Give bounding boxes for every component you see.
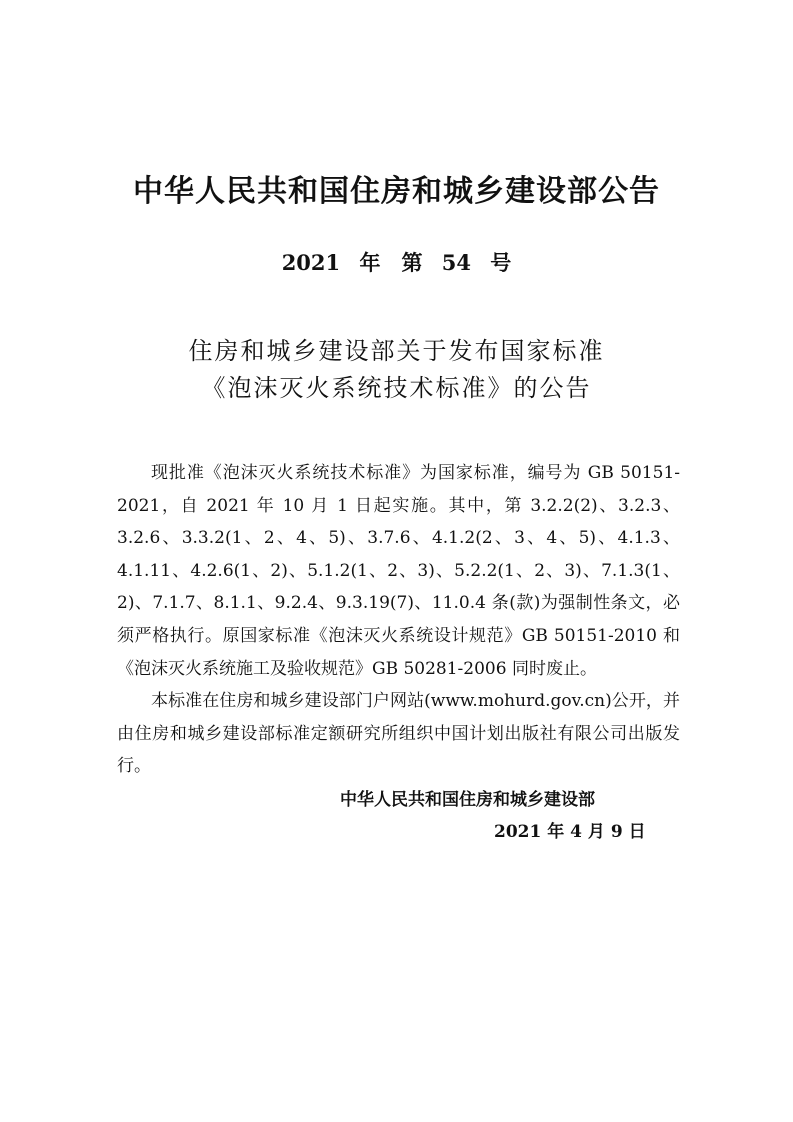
- notice-body: [117, 457, 680, 783]
- body-paragraph-2: 本标准在住房和城乡建设部门户网站(www.mohurd.gov.cn)公开，并由住房和城乡建设部标准定额研究所组织中国计划出版社有限公司出版发行。: [117, 691, 680, 777]
- signature-organization: 中华人民共和国住房和城乡建设部: [340, 790, 595, 810]
- body-paragraph-1: 现批准《泡沫灭火系统技术标准》为国家标准，编号为 GB 50151-2021，自 2021 年 10 月 1 日起实施。其中，第 3.2.2(2)、3.2.3、3.2.6、3.3.2(1、2、4、5)、3.7.6、4.1.2(2、3、4、5)、4.1.3、4.1.11、4.2.6(1、2)、5.1.2(1、2、3)、5.2.2(1、2、3)、7.1.3(1、2)、7.1.7、8.1.1、9.2.4、9.3.19(7)、11.0.4 条(款)为强制性条文，必须严格执行。原国家标准《泡沫灭火系统设计规范》GB 50151-2010 和《泡沫灭火系统施工及验收规范》GB 50281-2006 同时废止。: [117, 463, 680, 679]
- main-title: 中华人民共和国住房和城乡建设部公告: [133, 174, 660, 209]
- signature-date: 2021 年 4 月 9 日: [494, 822, 646, 842]
- notice-title-line-1: 住房和城乡建设部关于发布国家标准: [188, 337, 605, 365]
- document-number: 2021 年 第 54 号: [281, 250, 512, 275]
- notice-title-line-2: 《泡沫灭火系统技术标准》的公告: [201, 374, 592, 402]
